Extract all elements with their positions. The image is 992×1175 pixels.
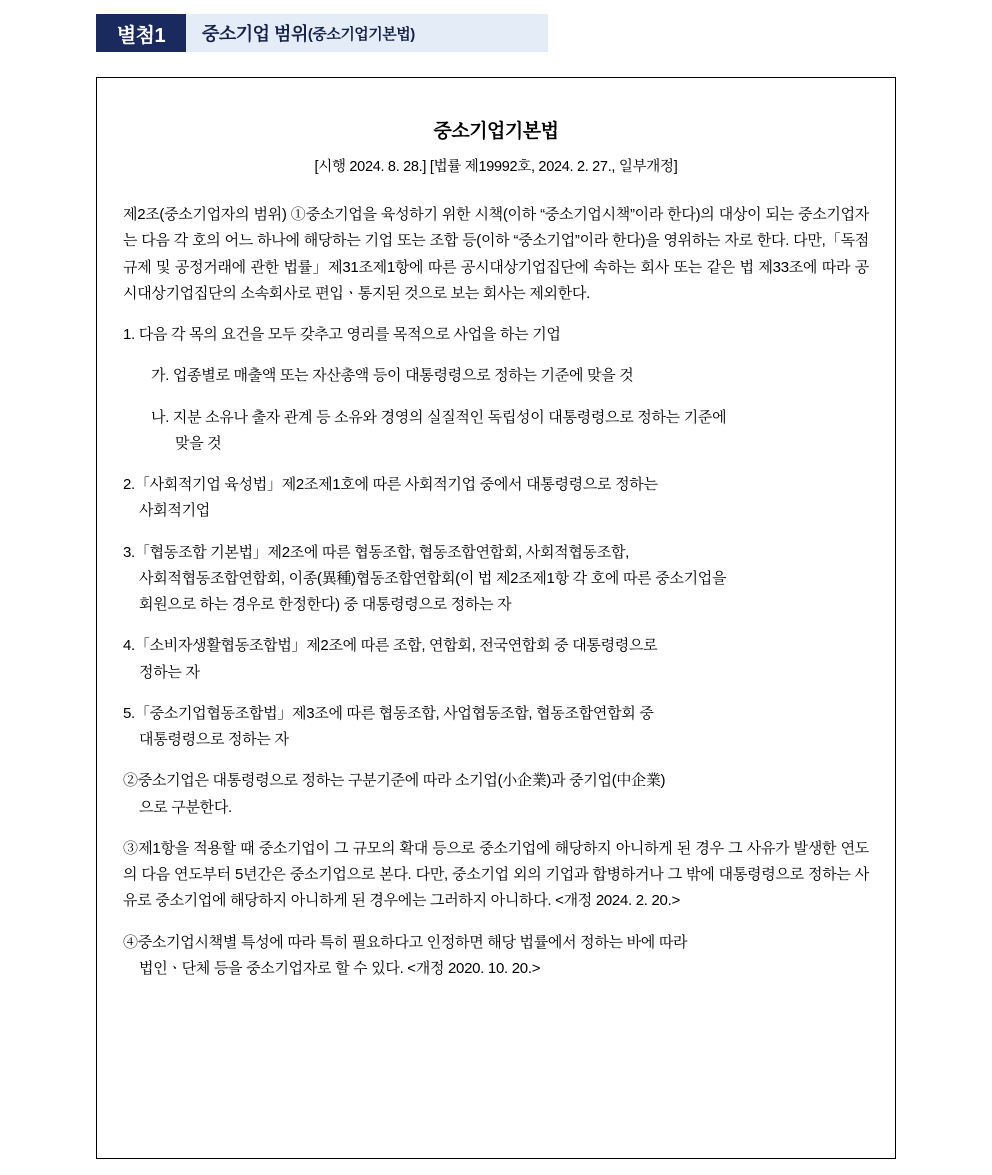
attachment-badge: 별첨1 (96, 14, 186, 52)
article2-paragraph3: ③제1항을 적용할 때 중소기업이 그 규모의 확대 등으로 중소기업에 해당하지 아니하게 된 경우 그 사유가 발생한 연도의 다음 연도부터 5년간은 중소기업으로 본다. 다만, 중소기업 외의 기업과 합병하거나 그 밖에 대통령령으로 정하는 사유로 중소기업에 해당하지 아니하게 된 경우에는 그러하지 아니하다. <개정 2024. 2. 20.> (123, 839, 869, 910)
attachment-title-main: 중소기업 범위 (202, 24, 308, 44)
law-body (123, 202, 869, 982)
article2-paragraph4-line2: 법인ㆍ단체 등을 중소기업자로 할 수 있다. <개정 2020. 10. 20.> (139, 959, 541, 977)
article2-item-2 (123, 472, 869, 525)
article2-item-3-line3: 회원으로 하는 경우로 한정한다) 중 대통령령으로 정하는 자 (139, 596, 512, 613)
attachment-header (96, 14, 548, 52)
article2-paragraph2-line2: 으로 구분한다. (139, 798, 232, 816)
article2-item-3-line2: 사회적협동조합연합회, 이종(異種)협동조합연합회(이 법 제2조제1항 각 호에 따른 중소기업을 (139, 569, 727, 587)
article2-paragraph4 (123, 930, 869, 983)
attachment-title-paren: (중소기업기본법) (307, 25, 415, 43)
article2-item-4-line1: 4.「소비자생활협동조합법」제2조에 따른 조합, 연합회, 전국연합회 중 대통령령으로 (123, 637, 658, 655)
article2-item-5 (123, 701, 869, 754)
article2-item-5-line2: 대통령령으로 정하는 자 (139, 731, 289, 748)
article2-paragraph2 (123, 768, 869, 821)
article2-item-1-na-line2: 맞을 것 (175, 434, 222, 452)
article2-paragraph4-line1: ④중소기업시책별 특성에 따라 특히 필요하다고 인정하면 해당 법률에서 정하는 바에 따라 (123, 933, 688, 951)
article2-item-1: 1. 다음 각 목의 요건을 모두 갖추고 영리를 목적으로 사업을 하는 기업 (123, 326, 561, 343)
article2-item-2-line2: 사회적기업 (139, 502, 210, 520)
article2-item-1-ga: 가. 업종별로 매출액 또는 자산총액 등이 대통령령으로 정하는 기준에 맞을 것 (151, 367, 634, 385)
article2-item-3-line1: 3.「협동조합 기본법」제2조에 따른 협동조합, 협동조합연합회, 사회적협동조합, (123, 543, 629, 561)
article2-item-1-na (123, 405, 869, 458)
article2-item-3 (123, 540, 869, 619)
article2-paragraph2-line1: ②중소기업은 대통령령으로 정하는 구분기준에 따라 소기업(小企業)과 중기업(中企業) (123, 772, 666, 790)
article2-item-5-line1: 5.「중소기업협동조합법」제3조에 따른 협동조합, 사업협동조합, 협동조합연합회 중 (123, 704, 654, 722)
document-box (96, 77, 896, 1159)
article2-item-2-line1: 2.「사회적기업 육성법」제2조제1호에 따른 사회적기업 중에서 대통령령으로 정하는 (123, 476, 658, 493)
article2-item-1-na-line1: 나. 지분 소유나 출자 관계 등 소유와 경영의 실질적인 독립성이 대통령령으로 정하는 기준에 (151, 408, 727, 426)
law-title: 중소기업기본법 (433, 121, 559, 142)
attachment-title (186, 14, 548, 52)
article2-item-4 (123, 633, 869, 686)
law-enforcement-meta: [시행 2024. 8. 28.] [법률 제19992호, 2024. 2. 27., 일부개정] (314, 159, 678, 175)
article2-paragraph1: 제2조(중소기업자의 범위) ①중소기업을 육성하기 위한 시책(이하 “중소기업시책”이라 한다)의 대상이 되는 중소기업자는 다음 각 호의 어느 하나에 해당하는 기업 또는 조합 등(이하 “중소기업”이라 한다)을 영위하는 자로 한다. 다만,「독점규제 및 공정거래에 관한 법률」제31조제1항에 따른 공시대상기업집단에 속하는 회사 또는 같은 법 제33조에 따라 공시대상기업집단의 소속회사로 편입ㆍ통지된 것으로 보는 회사는 제외한다. (123, 206, 869, 302)
article2-item-4-line2: 정하는 자 (139, 663, 200, 681)
